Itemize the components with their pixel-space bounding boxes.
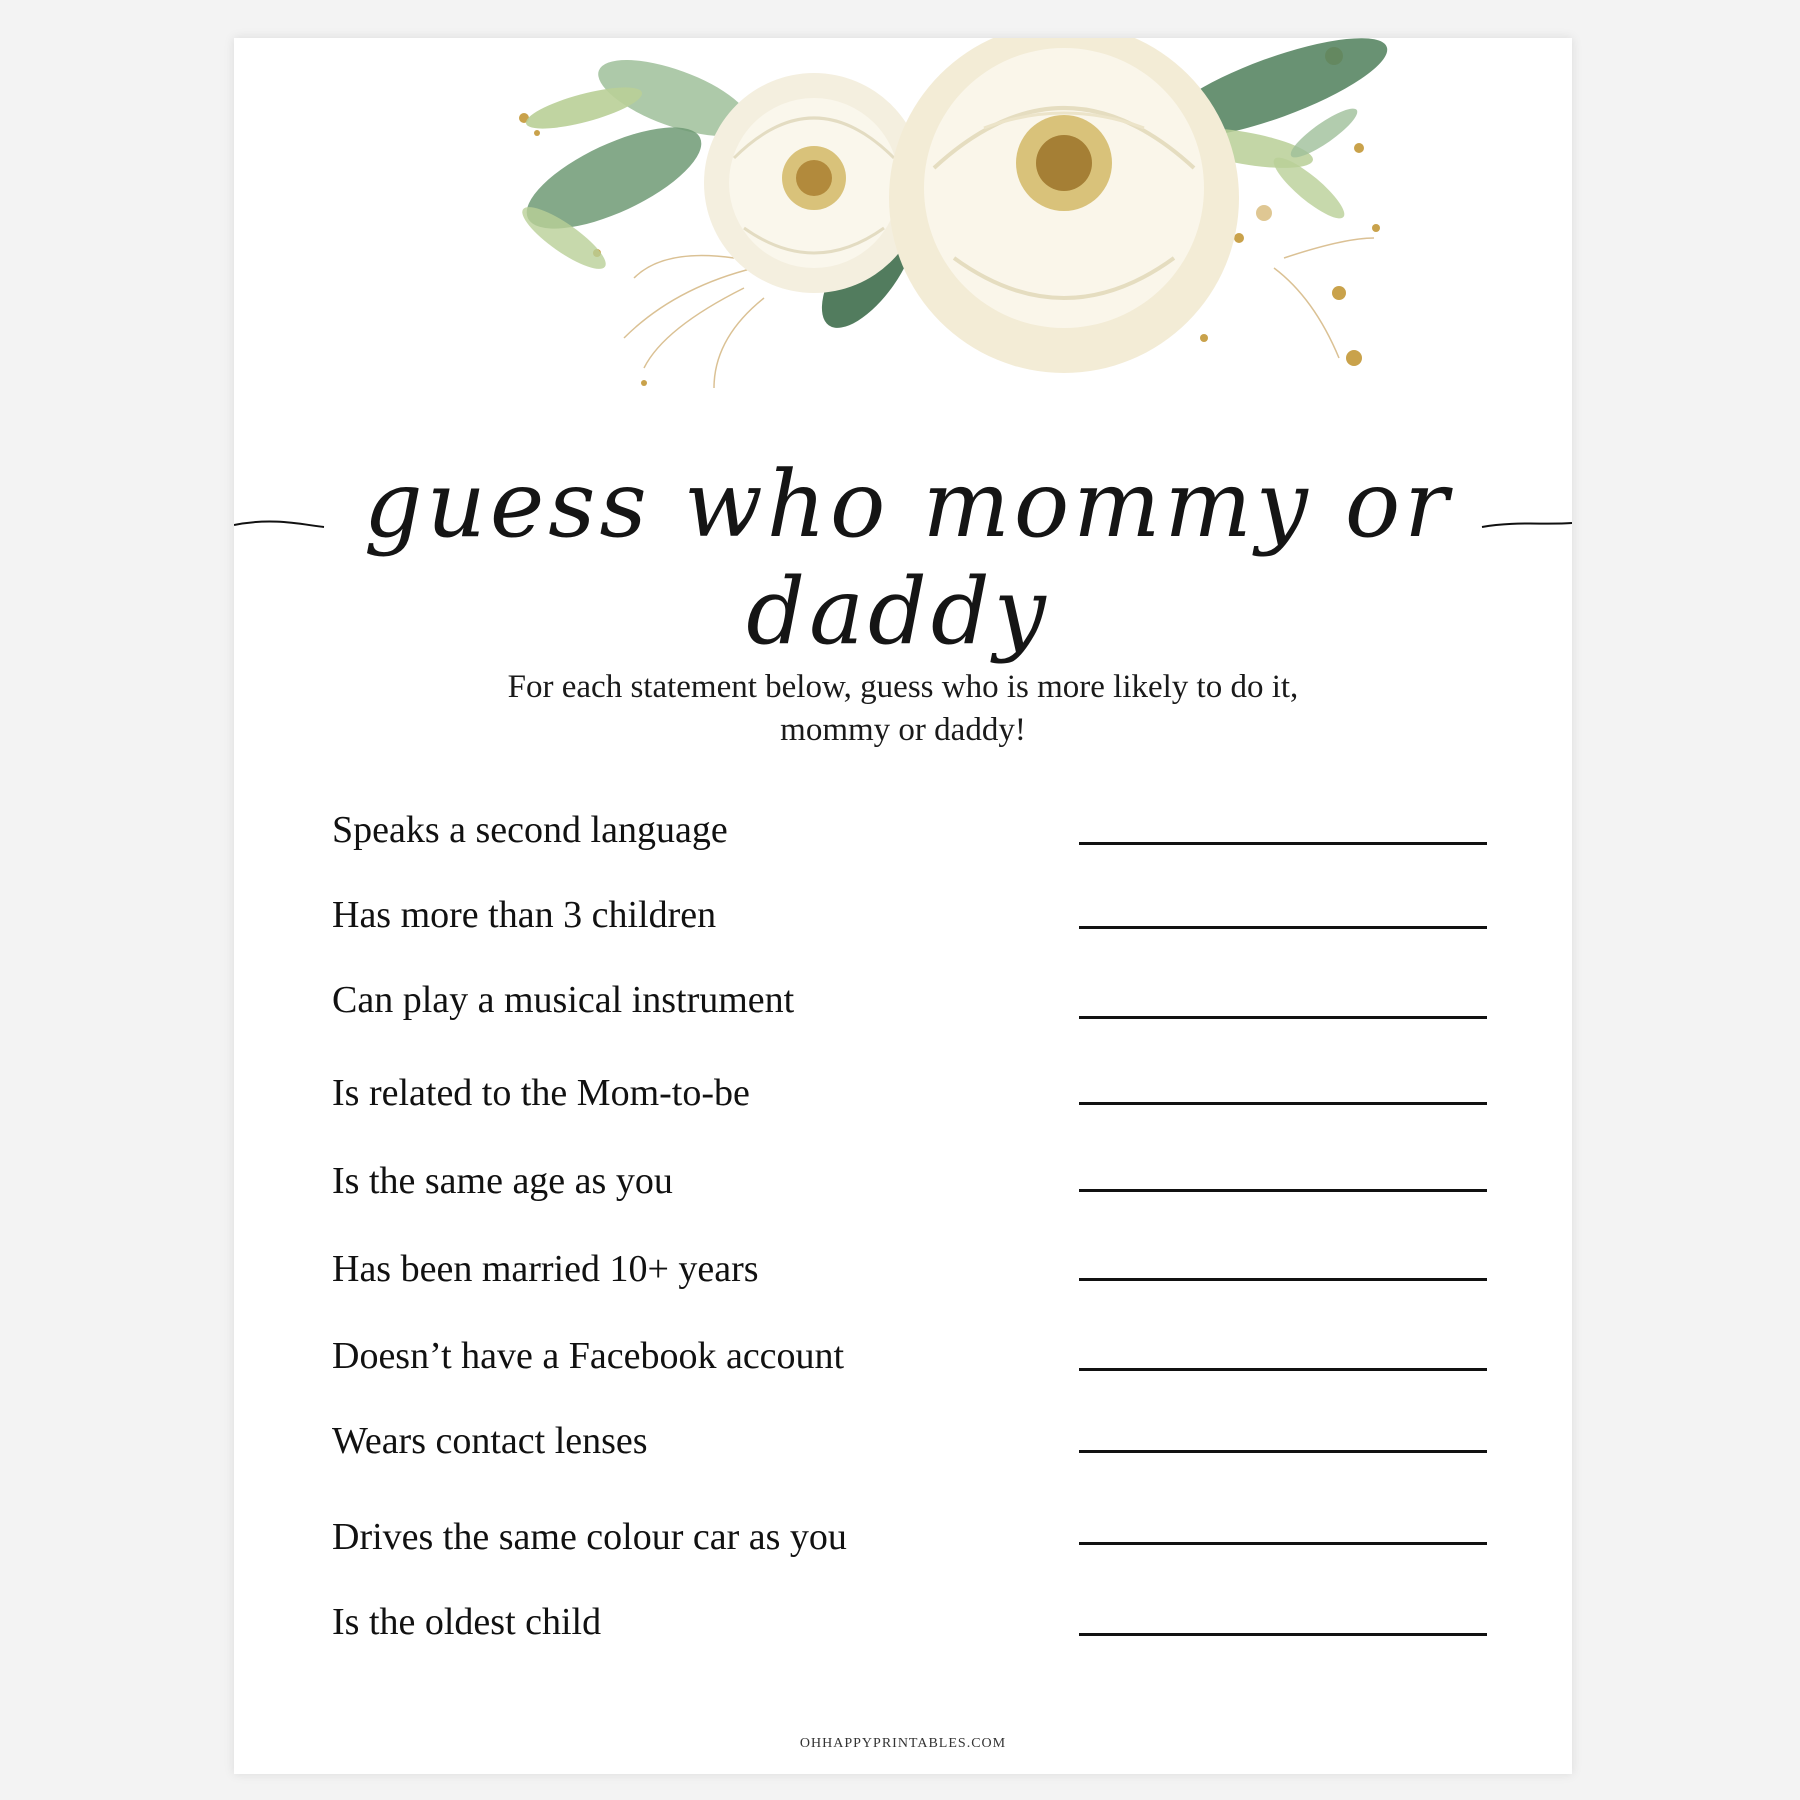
statement-label: Is related to the Mom-to-be bbox=[332, 1072, 750, 1114]
answer-line[interactable] bbox=[1079, 1189, 1487, 1192]
answer-line[interactable] bbox=[1079, 1633, 1487, 1636]
statement-list bbox=[234, 38, 1572, 1774]
instructions-line-1: For each statement below, guess who is more likely to do it, bbox=[507, 669, 1299, 705]
statement-label: Is the same age as you bbox=[332, 1160, 673, 1202]
statement-label: Speaks a second language bbox=[332, 809, 728, 851]
footer-website: OHHAPPYPRINTABLES.COM bbox=[799, 1736, 1007, 1751]
statement-label: Can play a musical instrument bbox=[332, 979, 795, 1021]
statement-label: Doesn’t have a Facebook account bbox=[332, 1335, 845, 1377]
instructions-line-2: mommy or daddy! bbox=[780, 712, 1026, 748]
printable-card bbox=[234, 38, 1572, 1774]
statement-label: Wears contact lenses bbox=[332, 1420, 648, 1462]
answer-line[interactable] bbox=[1079, 1278, 1487, 1281]
answer-line[interactable] bbox=[1079, 926, 1487, 929]
answer-line[interactable] bbox=[1079, 1016, 1487, 1019]
answer-line[interactable] bbox=[1079, 842, 1487, 845]
answer-line[interactable] bbox=[1079, 1102, 1487, 1105]
statement-label: Is the oldest child bbox=[332, 1601, 602, 1643]
statement-label: Has been married 10+ years bbox=[332, 1248, 759, 1290]
answer-line[interactable] bbox=[1079, 1542, 1487, 1545]
page-title-text: guess who mommy or daddy bbox=[354, 451, 1453, 665]
answer-line[interactable] bbox=[1079, 1450, 1487, 1453]
statement-label: Has more than 3 children bbox=[332, 894, 717, 936]
answer-line[interactable] bbox=[1079, 1368, 1487, 1371]
statement-label: Drives the same colour car as you bbox=[332, 1516, 847, 1558]
